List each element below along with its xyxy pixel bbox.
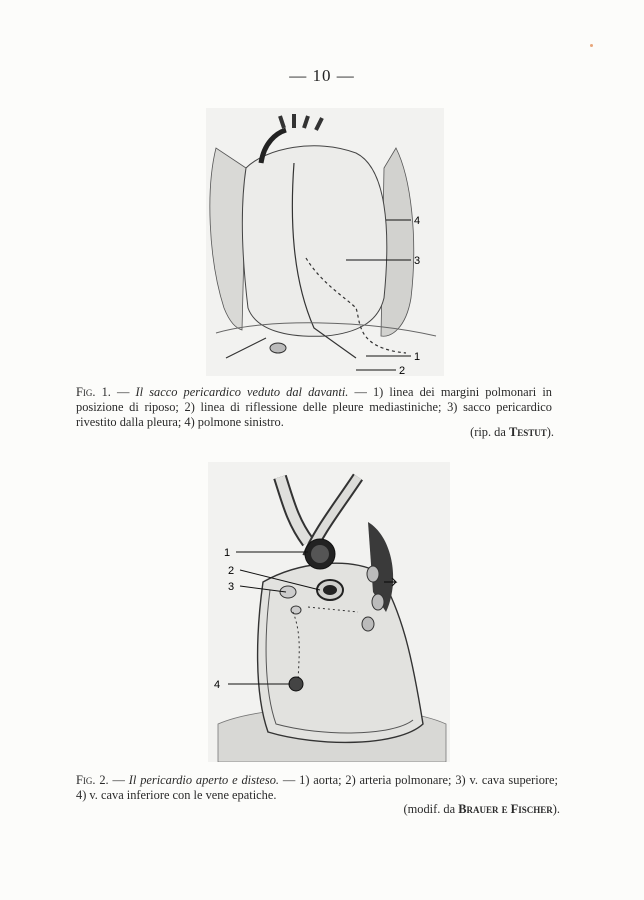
page-number: — 10 — xyxy=(289,66,355,85)
figure-2-label-1: 1 xyxy=(224,547,231,559)
caption-dash: — xyxy=(279,773,300,787)
figure-2-credit xyxy=(404,802,561,817)
credit-author: Brauer e Fischer xyxy=(458,802,553,816)
figure-1-number: Fig. 1. xyxy=(76,385,111,399)
figure-2-number: Fig. 2. xyxy=(76,773,109,787)
credit-prefix: (modif. da xyxy=(403,802,459,816)
figure-2-drawing xyxy=(208,462,450,762)
figure-2-title: Il pericardio aperto e disteso. xyxy=(128,773,279,787)
caption-dash: — xyxy=(108,773,129,787)
figure-1-credit xyxy=(470,425,554,440)
figure-1-label-3: 3 xyxy=(414,255,421,267)
figure-1-legend: 1) linea dei margini polmonari in posizione di riposo; 2) linea di riflessione delle pleure mediastiniche; 3) sacco pericardico rivestito dalla pleura; 4) polmone sinistro. xyxy=(76,385,552,429)
credit-author: Testut xyxy=(508,425,547,439)
figure-1-label-2: 2 xyxy=(399,365,406,376)
figure-1-label-4: 4 xyxy=(414,215,421,227)
caption-dash: — xyxy=(110,385,136,399)
figure-1-illustration xyxy=(206,108,444,376)
figure-1-label-1: 1 xyxy=(414,351,421,363)
figure-2-caption xyxy=(76,773,558,803)
credit-suffix: ). xyxy=(546,425,554,439)
credit-suffix: ). xyxy=(552,802,560,816)
figure-2-label-2: 2 xyxy=(228,565,235,577)
figure-1-drawing xyxy=(206,108,444,376)
figure-1-title: Il sacco pericardico veduto dal davanti. xyxy=(135,385,349,399)
figure-1-caption xyxy=(76,385,552,430)
figure-2-illustration xyxy=(208,462,450,762)
caption-dash: — xyxy=(348,385,373,399)
paper-speck xyxy=(590,44,593,47)
figure-2-legend: 1) aorta; 2) arteria polmonare; 3) v. cava superiore; 4) v. cava inferiore con le vene epatiche. xyxy=(76,773,558,802)
credit-prefix: (rip. da xyxy=(470,425,509,439)
figure-2-label-3: 3 xyxy=(228,581,235,593)
figure-2-label-4: 4 xyxy=(214,679,221,691)
